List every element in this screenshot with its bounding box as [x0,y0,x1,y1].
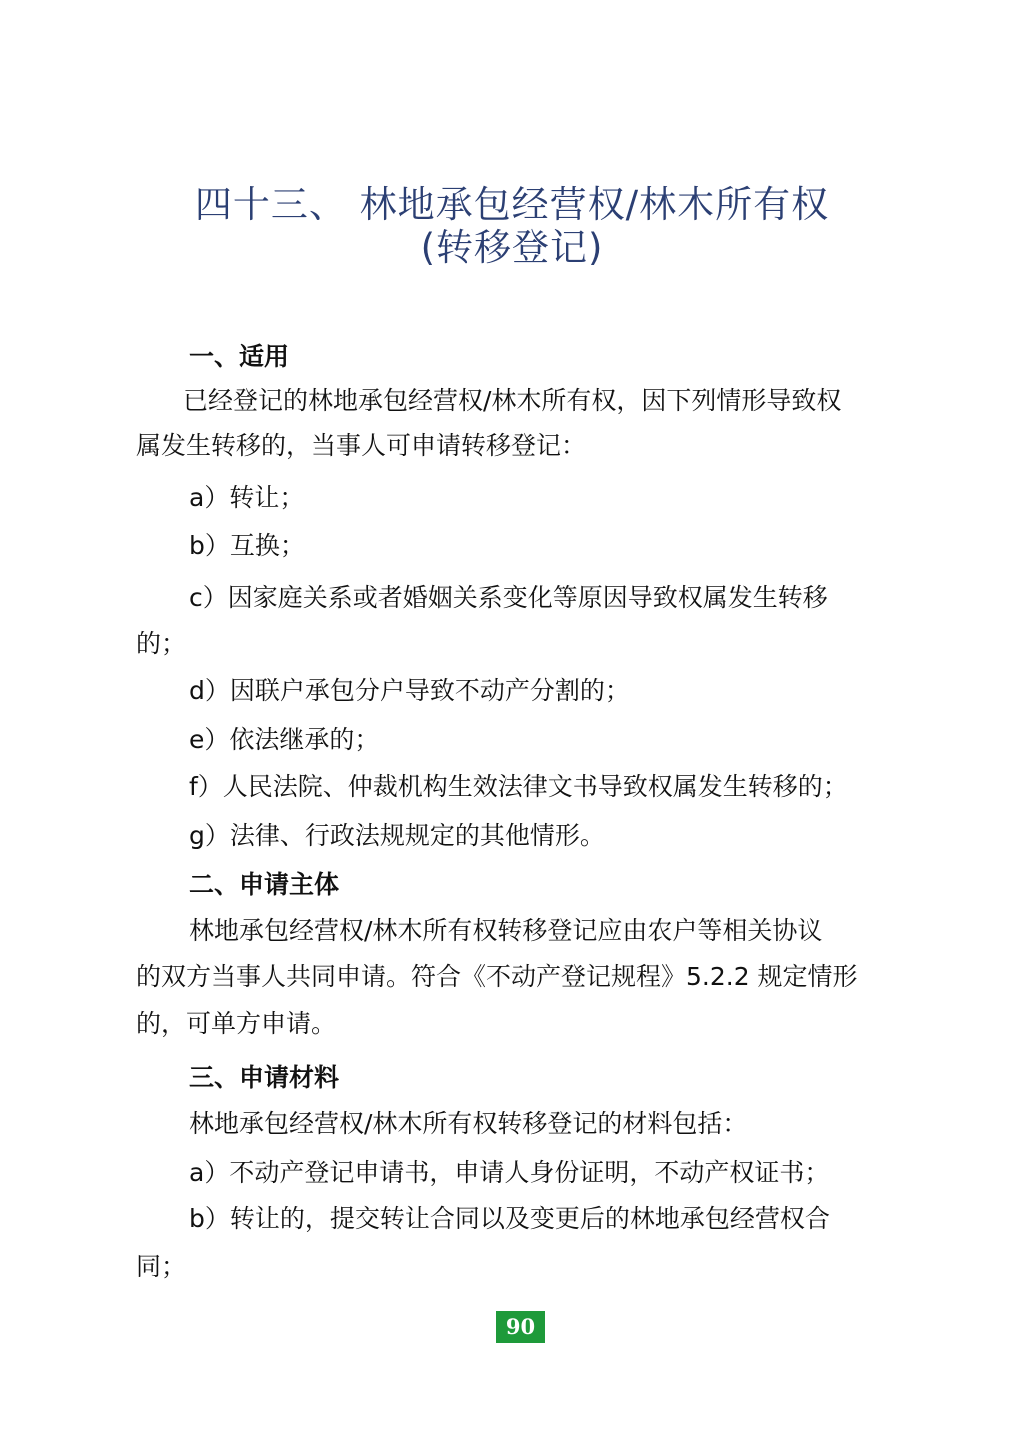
section-1-intro-line-2: 属发生转移的，当事人可申请转移登记： [136,431,587,460]
section-3-intro: 林地承包经营权/林木所有权转移登记的材料包括： [189,1109,748,1138]
page-title-line-2: (转移登记) [420,226,604,269]
section-1-item-c-line-1: c）因家庭关系或者婚姻关系变化等原因导致权属发生转移 [189,583,828,612]
section-1-heading: 一、适用 [189,342,290,371]
section-2-para-line-1: 林地承包经营权/林木所有权转移登记应由农户等相关协议 [189,916,823,945]
section-1-item-d: d）因联户承包分户导致不动产分割的； [189,676,630,705]
page-title-line-1: 四十三、 林地承包经营权/林木所有权 [194,183,830,226]
section-1-item-f: f）人民法院、仲裁机构生效法律文书导致权属发生转移的； [189,772,848,801]
section-1-item-c-line-2: 的； [136,629,187,658]
section-2-para-line-3: 的，可单方申请。 [136,1009,337,1038]
section-3-heading: 三、申请材料 [189,1063,340,1092]
page-number-badge: 90 [496,1311,545,1343]
section-3-item-b-line-2: 同； [136,1252,187,1281]
section-3-item-a: a）不动产登记申请书，申请人身份证明，不动产权证书； [189,1158,830,1187]
section-1-item-g: g）法律、行政法规规定的其他情形。 [189,821,605,850]
section-1-item-b: b）互换； [189,531,305,560]
section-1-intro-line-1: 已经登记的林地承包经营权/林木所有权，因下列情形导致权 [183,386,842,415]
section-2-para-line-2: 的双方当事人共同申请。符合《不动产登记规程》5.2.2 规定情形 [136,962,858,991]
section-3-item-b-line-1: b）转让的，提交转让合同以及变更后的林地承包经营权合 [189,1204,830,1233]
section-1-item-a: a）转让； [189,483,305,512]
section-2-heading: 二、申请主体 [189,870,340,899]
section-1-item-e: e）依法继承的； [189,725,380,754]
